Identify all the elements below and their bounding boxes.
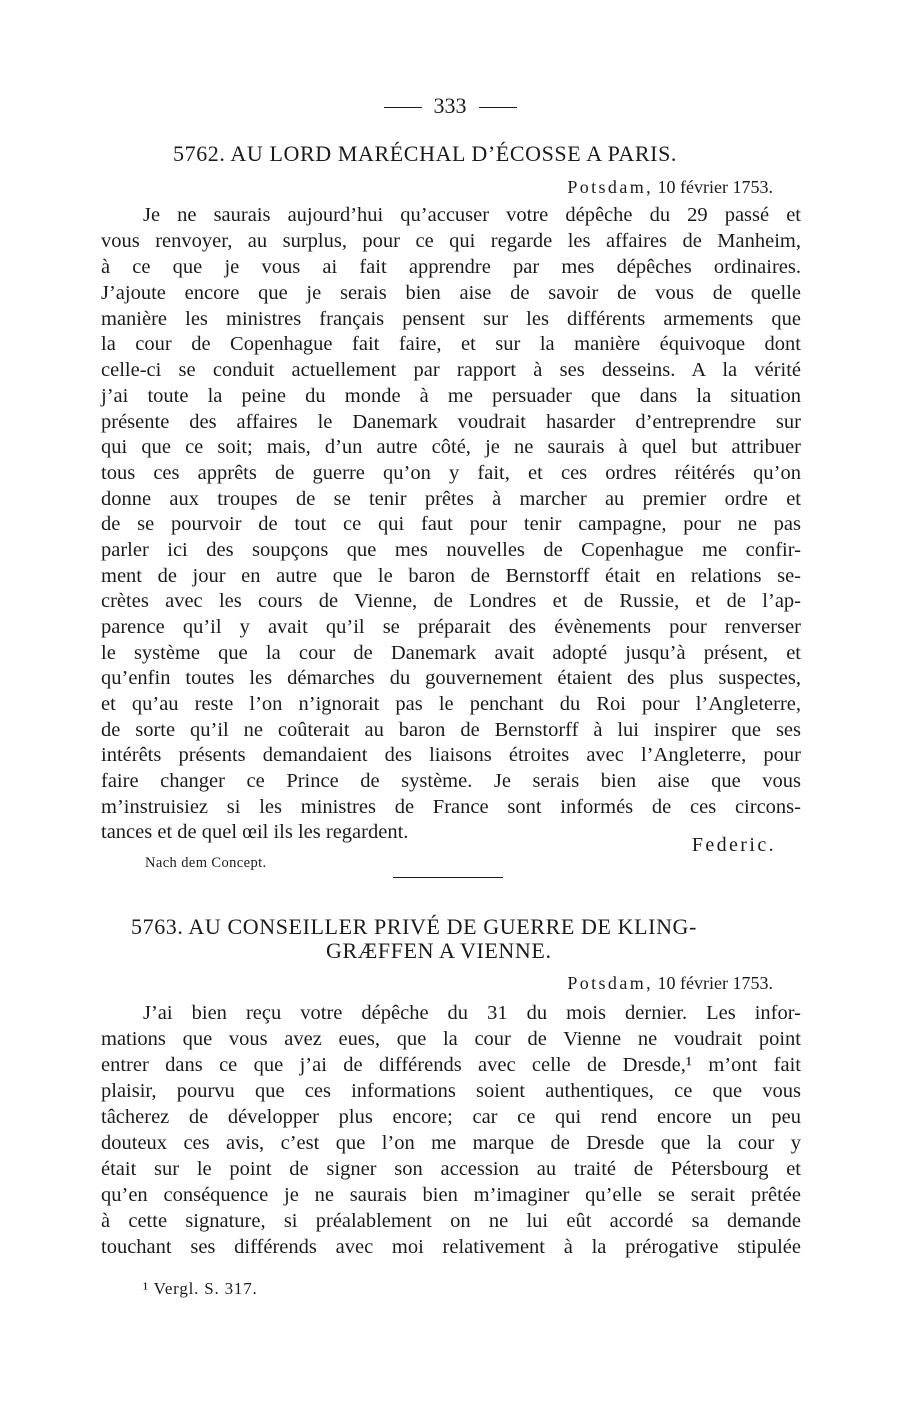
text-line: mations que vous avez eues, que la cour de Vienne ne voudrait point <box>101 1028 801 1050</box>
letter-5763-heading-line2: GRÆFFEN A VIENNE. <box>326 938 552 963</box>
text-line: manière les ministres français pensent sur les différents armements que <box>101 308 801 330</box>
text-line: Je ne saurais aujourd’hui qu’accuser votre dépêche du 29 passé et <box>143 204 801 226</box>
text-line: à cette signature, si préalablement on ne lui eût accordé sa demande <box>101 1210 801 1232</box>
text-line: qu’enfin toutes les démarches du gouvernement étaient des plus suspectes, <box>101 667 801 689</box>
letter-5763-heading-line1: 5763. AU CONSEILLER PRIVÉ DE GUERRE DE KLING- <box>131 914 697 939</box>
text-line: qu’en conséquence je ne saurais bien m’imaginer qu’elle se serait prêtée <box>101 1184 801 1206</box>
text-line: présente des affaires le Danemark voudrait hasarder d’entreprendre sur <box>101 411 801 433</box>
text-line: vous renvoyer, au surplus, pour ce qui regarde les affaires de Manheim, <box>101 230 801 252</box>
text-line: et qu’au reste l’on n’ignorait pas le penchant du Roi pour l’Angleterre, <box>101 693 801 715</box>
text-line: qui que ce soit; mais, d’un autre côté, je ne saurais à quel but attribuer <box>101 436 801 458</box>
text-line: tous ces apprêts de guerre qu’on y fait, et ces ordres réitérés qu’on <box>101 462 801 484</box>
text-line: ment de jour en autre que le baron de Bernstorff était en relations se- <box>101 565 801 587</box>
text-line: intérêts présents demandaient des liaisons étroites avec l’Angleterre, pour <box>101 744 801 766</box>
text-line: de se pourvoir de tout ce qui faut pour tenir campagne, pour ne pas <box>101 513 801 535</box>
right-dash <box>479 107 517 108</box>
letter-5762-dateline: Potsdam, 10 février 1753. <box>567 177 773 197</box>
text-line: tâcherez de développer plus encore; car ce qui rend encore un peu <box>101 1106 801 1128</box>
text-line: la cour de Copenhague fait faire, et sur la manière équivoque dont <box>101 333 801 355</box>
text-line: plaisir, pourvu que ces informations soient authentiques, ce que vous <box>101 1080 801 1102</box>
text-line: celle-ci se conduit actuellement par rapport à ses desseins. A la vérité <box>101 359 801 381</box>
section-divider <box>393 877 503 878</box>
text-line: J’ai bien reçu votre dépêche du 31 du mois dernier. Les infor- <box>143 1002 801 1024</box>
page-number: 333 <box>0 93 900 119</box>
text-line: faire changer ce Prince de système. Je serais bien aise que vous <box>101 770 801 792</box>
letter-5763-dateline: Potsdam, 10 février 1753. <box>567 973 773 993</box>
signature: Federic. <box>691 834 776 856</box>
text-line: J’ajoute encore que je serais bien aise de savoir de vous de quelle <box>101 282 801 304</box>
text-line: douteux ces avis, c’est que l’on me marque de Dresde que la cour y <box>101 1132 801 1154</box>
text-line: donne aux troupes de se tenir prêtes à marcher au premier ordre et <box>101 488 801 510</box>
text-line: j’ai toute la peine du monde à me persuader que dans la situation <box>101 385 801 407</box>
letter-5762-heading: 5762. AU LORD MARÉCHAL D’ÉCOSSE A PARIS. <box>173 141 678 166</box>
text-line: crètes avec les cours de Vienne, de Londres et de Russie, et de l’ap- <box>101 590 801 612</box>
text-line: entrer dans ce que j’ai de différends avec celle de Dresde,¹ m’ont fait <box>101 1054 801 1076</box>
text-line: le système que la cour de Danemark avait adopté jusqu’à présent, et <box>101 642 801 664</box>
text-line: à ce que je vous ai fait apprendre par mes dépêches ordinaires. <box>101 256 801 278</box>
source-note: Nach dem Concept. <box>145 855 267 871</box>
text-line: de sorte qu’il ne coûterait au baron de Bernstorff à lui inspirer que ses <box>101 719 801 741</box>
text-line: parence qu’il y avait qu’il se préparait des évènements pour renverser <box>101 616 801 638</box>
footnote: ¹ Vergl. S. 317. <box>143 1279 258 1298</box>
text-line: était sur le point de signer son accession au traité de Pétersbourg et <box>101 1158 801 1180</box>
text-line: m’instruisiez si les ministres de France sont informés de ces circons- <box>101 796 801 818</box>
text-line: parler ici des soupçons que mes nouvelles de Copenhague me confir- <box>101 539 801 561</box>
text-line: tances et de quel œil ils les regardent. <box>101 821 409 843</box>
left-dash <box>384 107 422 108</box>
text-line: touchant ses différends avec moi relativement à la prérogative stipulée <box>101 1236 801 1258</box>
